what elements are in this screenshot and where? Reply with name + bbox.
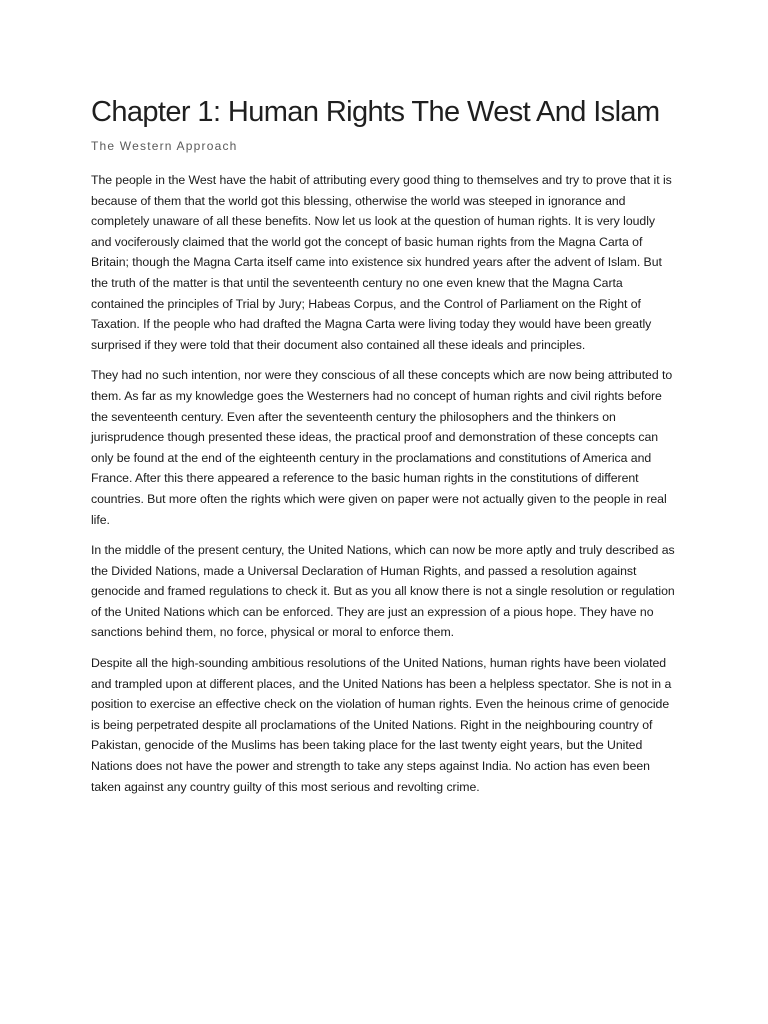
paragraph: In the middle of the present century, the United Nations, which can now be more aptly and truly described as the Divided Nations, made a Universal Declaration of Human Rights, and passed a resolution against genocide and framed regulations to check it. But as you all know there is not a single resolution or regulation of the United Nations which can be enforced. They are just an expression of a pious hope. They have no sanctions behind them, no force, physical or moral to enforce them. xyxy=(91,543,675,640)
document-body xyxy=(91,92,677,807)
paragraph: They had no such intention, nor were they conscious of all these concepts which are now being attributed to them. As far as my knowledge goes the Westerners had no concept of human rights and civil rights before the seventeenth century. Even after the seventeenth century the philosophers and the thinkers on jurisprudence though presented these ideas, the practical proof and demonstration of these concepts can only be found at the end of the eighteenth century in the proclamations and constitutions of America and France. After this there appeared a reference to the basic human rights in the constitutions of different countries. But more often the rights which were given on paper were not actually given to the people in real life. xyxy=(91,368,673,527)
paragraph: The people in the West have the habit of attributing every good thing to themselves and try to prove that it is because of them that the world got this blessing, otherwise the world was steeped in ignorance and completely unaware of all these benefits. Now let us look at the question of human rights. It is very loudly and vociferously claimed that the world got the concept of basic human rights from the Magna Carta of Britain; though the Magna Carta itself came into existence six hundred years after the advent of Islam. But the truth of the matter is that until the seventeenth century no one even knew that the Magna Carta contained the principles of Trial by Jury; Habeas Corpus, and the Control of Parliament on the Right of Taxation. If the people who had drafted the Magna Carta were living today they would have been greatly surprised if they were told that their document also contained all these ideals and principles. xyxy=(91,173,672,352)
paragraph: Despite all the high-sounding ambitious resolutions of the United Nations, human rights have been violated and trampled upon at different places, and the United Nations has been a helpless spectator. She is not in a position to exercise an effective check on the violation of human rights. Even the heinous crime of genocide is being perpetrated despite all proclamations of the United Nations. Right in the neighbouring country of Pakistan, genocide of the Muslims has been taking place for the last twenty eight years, but the United Nations does not have the power and strength to take any steps against India. No action has even been taken against any country guilty of this most serious and revolting crime. xyxy=(91,656,672,794)
chapter-title: Chapter 1: Human Rights The West And Islam xyxy=(91,96,660,128)
section-subtitle: The Western Approach xyxy=(91,139,238,153)
